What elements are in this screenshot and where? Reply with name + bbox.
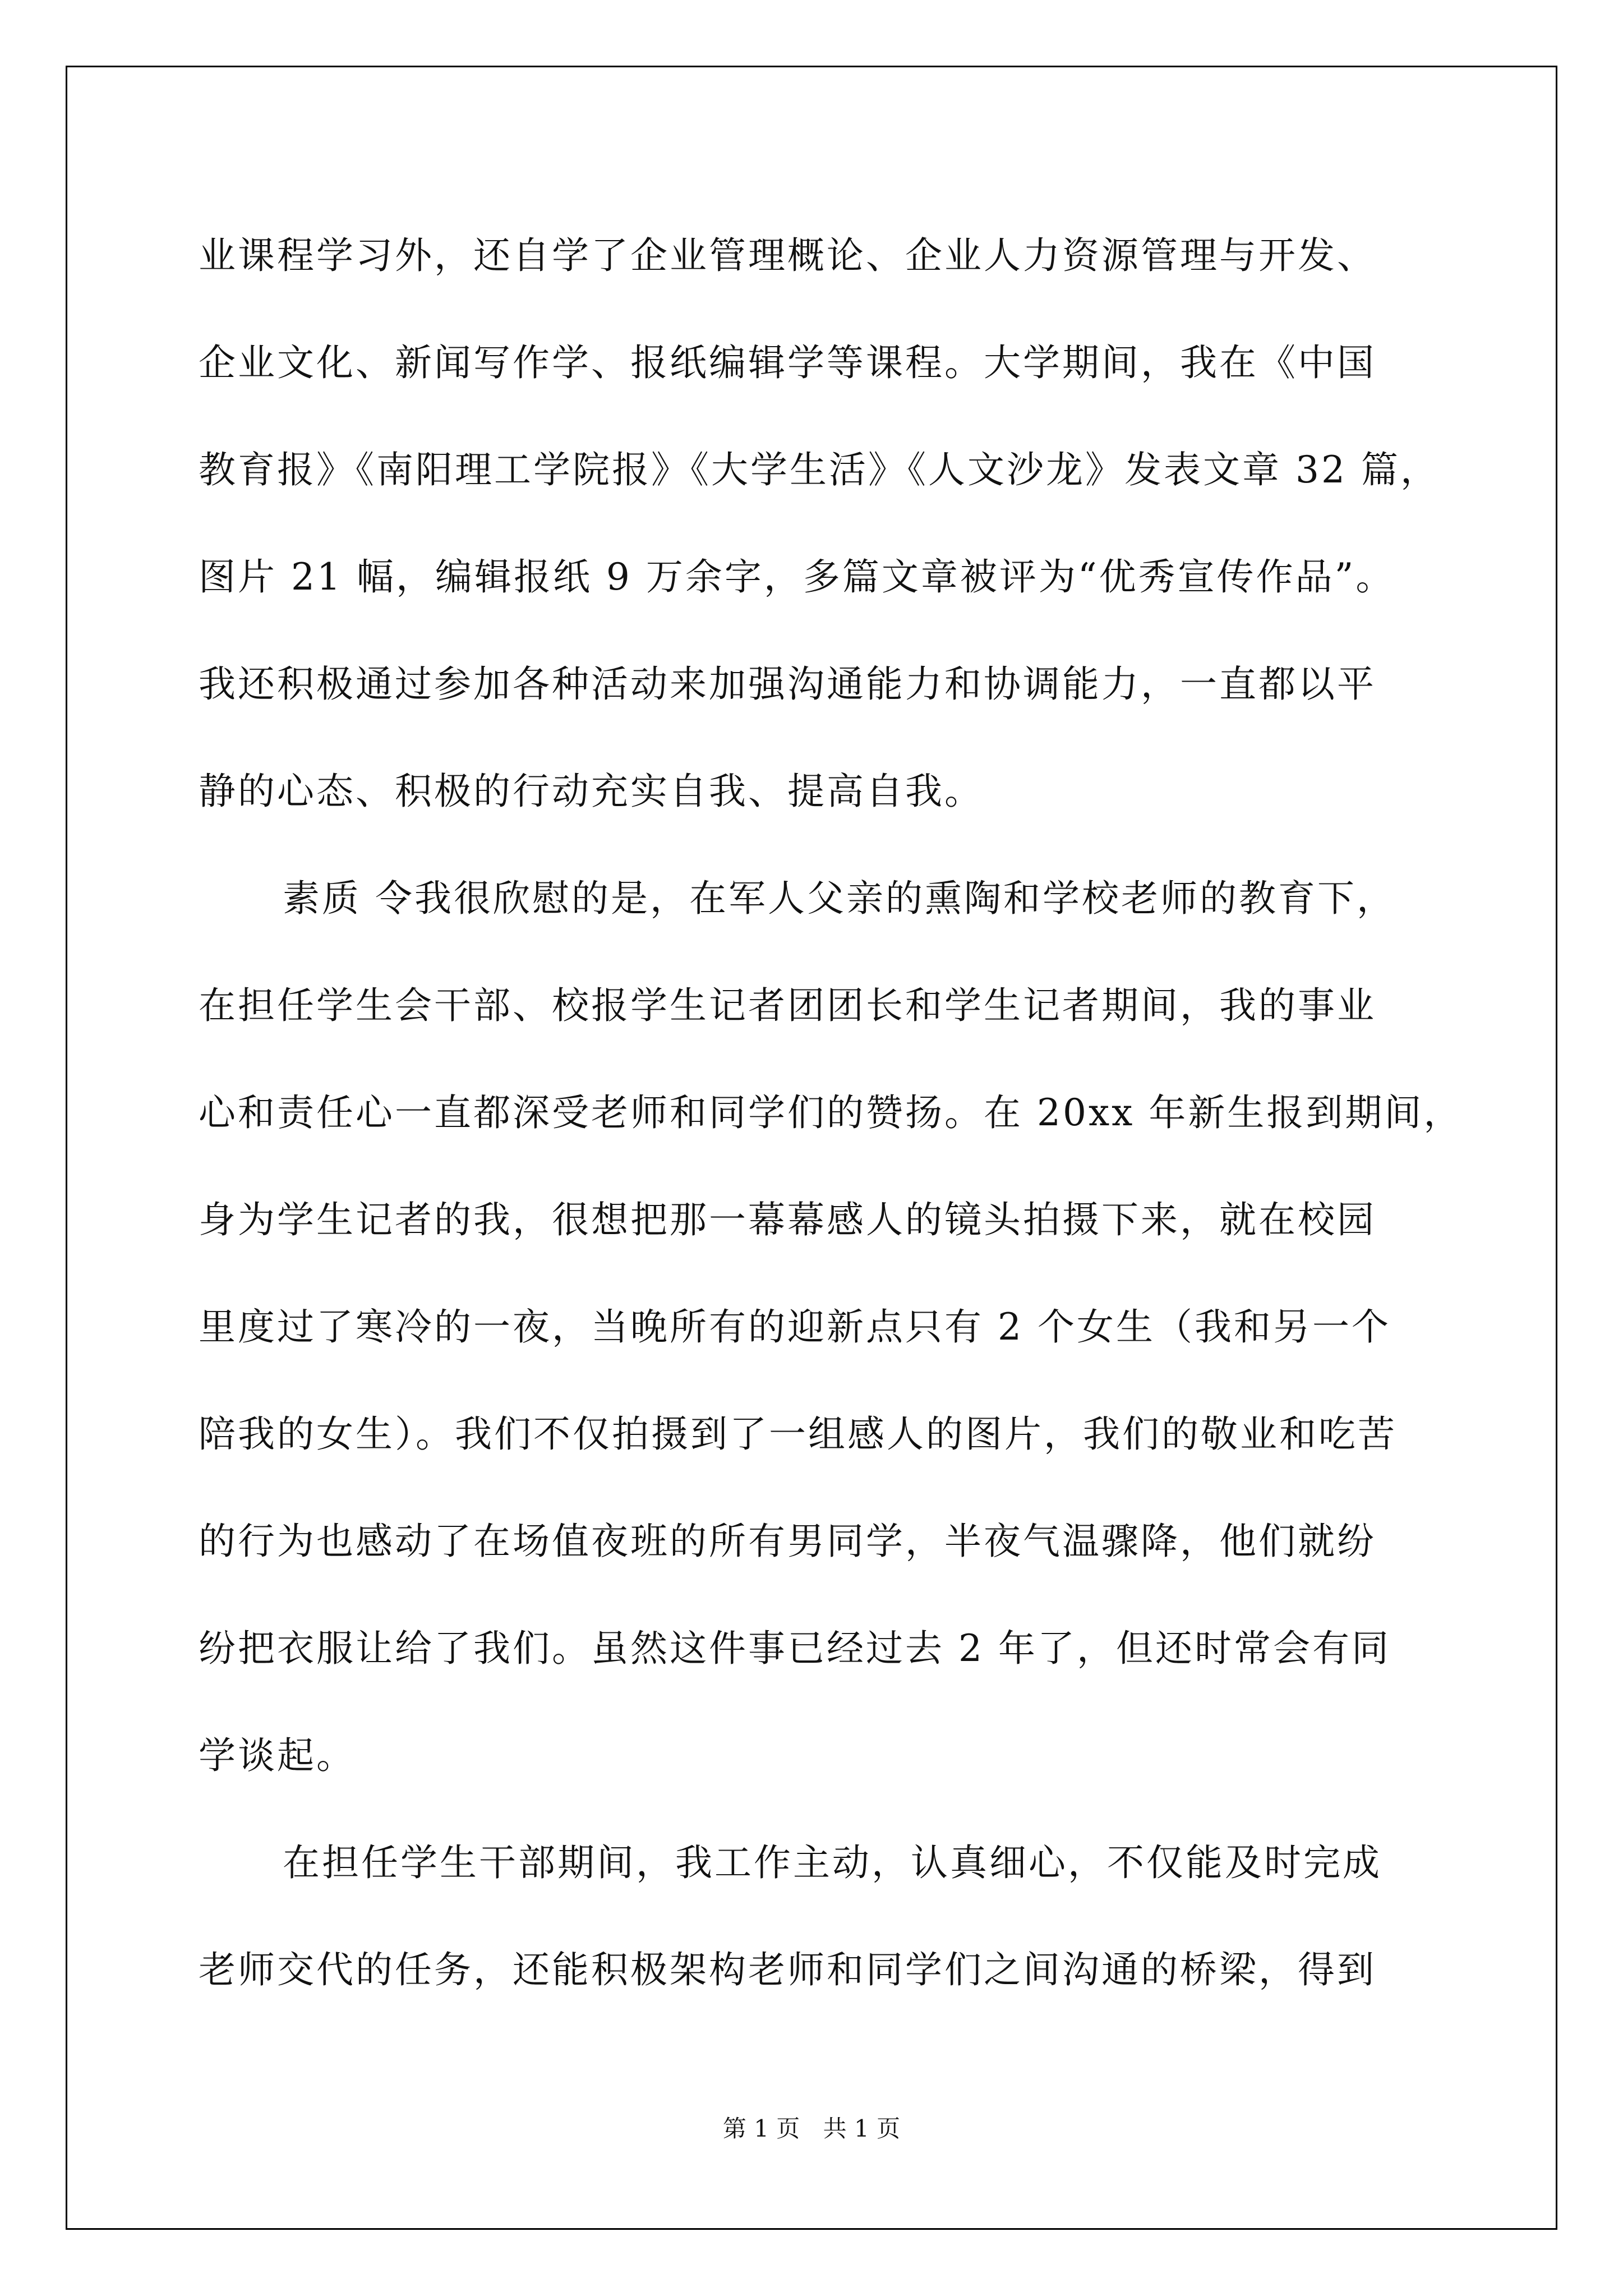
text-line: 静的心态、积极的行动充实自我、提高自我。	[199, 770, 984, 813]
page-number-current: 第 1 页	[722, 2115, 800, 2142]
text-line: 教育报》《南阳理工学院报》《大学生活》《人文沙龙》发表文章 32 篇，	[199, 448, 1440, 491]
text-line: 陪我的女生）。我们不仅拍摄到了一组感人的图片，我们的敬业和吃苦	[199, 1412, 1397, 1456]
document-body	[199, 202, 1466, 2023]
text-line: 企业文化、新闻写作学、报纸编辑学等课程。大学期间，我在《中国	[199, 341, 1376, 384]
text-line: 里度过了寒冷的一夜，当晚所有的迎新点只有 2 个女生（我和另一个	[199, 1305, 1391, 1349]
text-line: 老师交代的任务，还能积极架构老师和同学们之间沟通的桥梁，得到	[199, 1948, 1376, 1991]
text-line: 纷把衣服让给了我们。虽然这件事已经过去 2 年了，但还时常会有同	[199, 1627, 1391, 1670]
text-line: 学谈起。	[199, 1734, 356, 1777]
page-footer	[0, 2110, 1623, 2144]
page-number-total: 共 1 页	[823, 2115, 901, 2142]
text-line: 身为学生记者的我，很想把那一幕幕感人的镜头拍摄下来，就在校园	[199, 1198, 1376, 1241]
text-line: 的行为也感动了在场值夜班的所有男同学，半夜气温骤降，他们就纷	[199, 1520, 1376, 1563]
paragraph-first-line: 在担任学生干部期间，我工作主动，认真细心，不仅能及时完成	[283, 1841, 1382, 1884]
paragraph-first-line: 素质 令我很欣慰的是，在军人父亲的熏陶和学校老师的教育下，	[283, 877, 1396, 920]
text-line: 业课程学习外，还自学了企业管理概论、企业人力资源管理与开发、	[199, 234, 1376, 277]
text-line: 图片 21 幅，编辑报纸 9 万余字，多篇文章被评为“优秀宣传作品”。	[199, 555, 1395, 599]
text-line: 我还积极通过参加各种活动来加强沟通能力和协调能力，一直都以平	[199, 662, 1376, 706]
text-line: 心和责任心一直都深受老师和同学们的赞扬。在 20xx 年新生报到期间，	[199, 1091, 1463, 1134]
text-line: 在担任学生会干部、校报学生记者团团长和学生记者期间，我的事业	[199, 984, 1376, 1027]
